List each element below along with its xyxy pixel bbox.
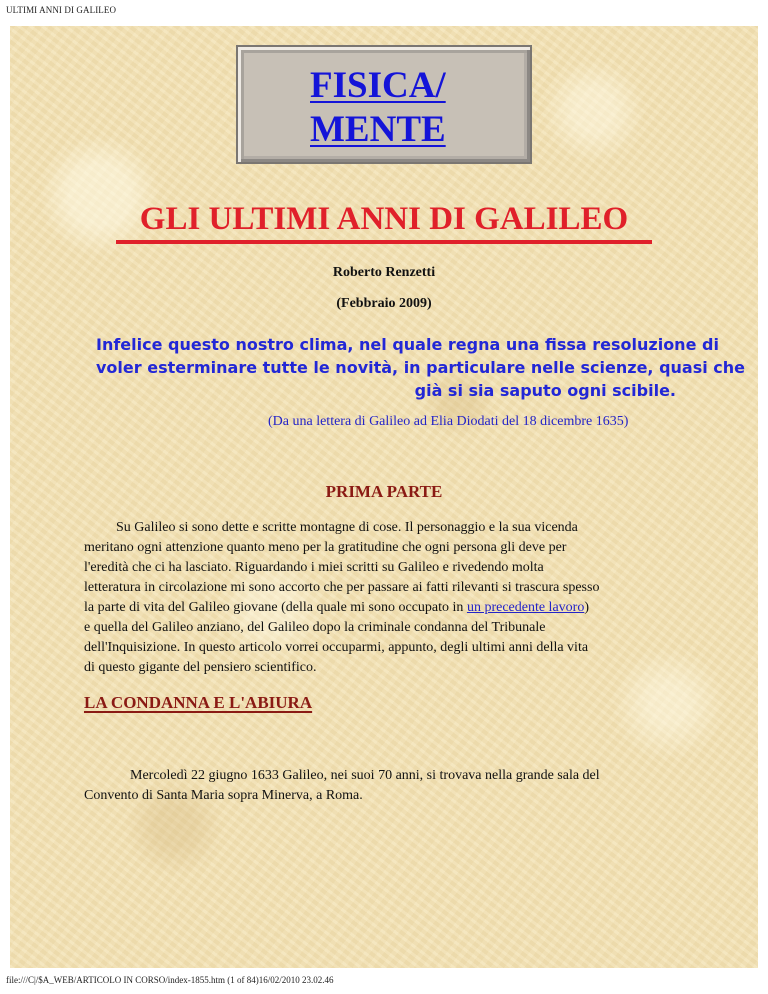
logo-line-fisica[interactable]: FISICA/ (310, 65, 446, 106)
paragraph-line: Su Galileo si sono dette e scritte montagne di cose. Il personaggio e la sua vicenda (116, 520, 578, 535)
title-underline (116, 240, 652, 244)
paragraph-line: di questo gigante del pensiero scientifico. (84, 660, 317, 675)
logo-line-mente[interactable]: MENTE (310, 109, 446, 150)
epigraph-quote (96, 333, 746, 402)
print-header: ULTIMI ANNI DI GALILEO (6, 5, 117, 15)
paragraph-line: meritano ogni attenzione quanto meno per la gratitudine che ogni persona gli deve per (84, 540, 567, 555)
paragraph-line: l'eredità che ci ha lasciato. Riguardando i miei scritti su Galileo e rivedendo molta (84, 560, 544, 575)
article-date: (Febbraio 2009) (336, 296, 432, 311)
print-footer: file:///C|/$A_WEB/ARTICOLO IN CORSO/index-1855.htm (1 of 84)16/02/2010 23.02.46 (6, 975, 334, 985)
epigraph-line: voler esterminare tutte le novità, in particulare nelle scienze, quasi che (96, 358, 746, 377)
article-author: Roberto Renzetti (332, 265, 436, 280)
epigraph-line: già si sia saputo ogni scibile. (414, 381, 676, 400)
section-heading: LA CONDANNA E L'ABIURA (84, 693, 313, 712)
paragraph-line: Convento di Santa Maria sopra Minerva, a Roma. (84, 788, 363, 803)
paragraph-line: dell'Inquisizione. In questo articolo vorrei occuparmi, appunto, degli ultimi anni della vita (84, 640, 589, 655)
site-logo-box[interactable] (236, 45, 532, 164)
paragraph-text: la parte di vita del Galileo giovane (della quale mi sono occupato in (84, 600, 467, 615)
paragraph-line: e quella del Galileo anziano, del Galileo dopo la criminale condanna del Tribunale (84, 620, 546, 635)
previous-work-link[interactable]: un precedente lavoro (466, 600, 585, 615)
epigraph-line: Infelice questo nostro clima, nel quale regna una fissa resoluzione di (96, 335, 719, 354)
section-paragraph (84, 766, 684, 806)
article-title: GLI ULTIMI ANNI DI GALILEO (139, 201, 629, 237)
paragraph-line: Mercoledì 22 giugno 1633 Galileo, nei suoi 70 anni, si trovava nella grande sala del (130, 768, 600, 783)
paragraph-line-with-link (84, 598, 684, 618)
paragraph-text: ) (584, 600, 589, 615)
paragraph-line: letteratura in circolazione mi sono accorto che per passare ai fatti rilevanti si trascura spesso (84, 580, 600, 595)
epigraph-citation: (Da una lettera di Galileo ad Elia Diodati del 18 dicembre 1635) (268, 414, 629, 429)
intro-paragraph (84, 518, 684, 678)
part-heading: PRIMA PARTE (325, 482, 443, 501)
